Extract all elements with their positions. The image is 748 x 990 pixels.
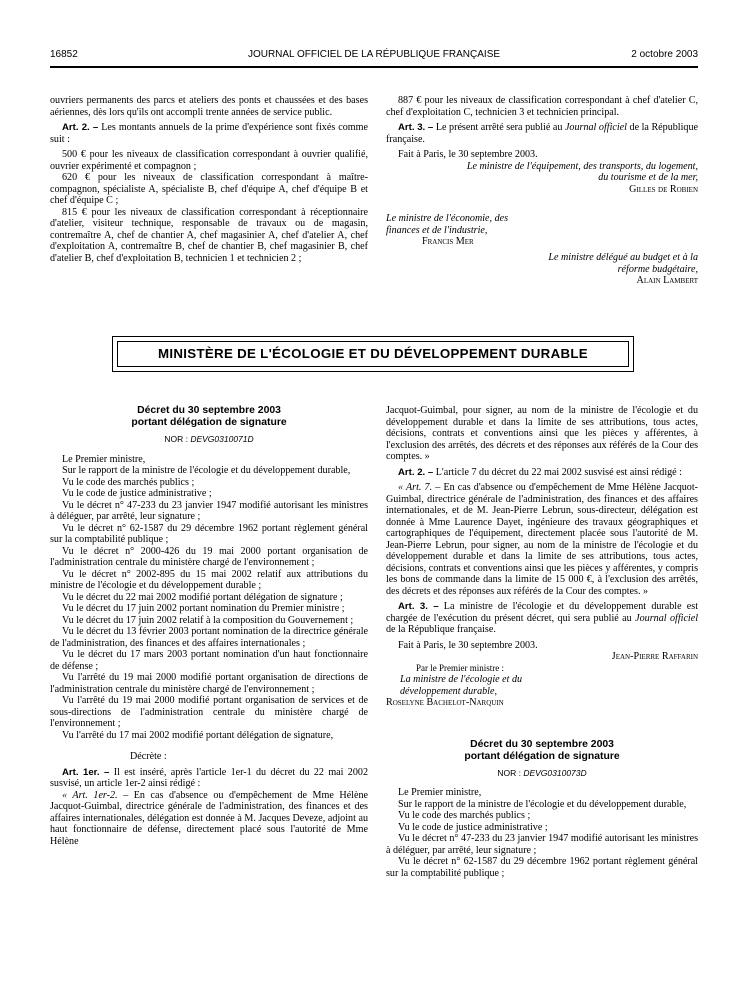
visa-paragraph: Vu le code de justice administrative ; bbox=[62, 488, 212, 499]
article-text: Les montants annuels de la prime d'expérience sont fixés comme suit : bbox=[50, 122, 368, 145]
visa-list bbox=[50, 454, 368, 742]
signatory-title: Le ministre de l'économie, des finances et de l'industrie, bbox=[386, 213, 509, 236]
article-label: Art. 3. – bbox=[398, 601, 439, 612]
visa-paragraph: Vu le décret du 17 juin 2002 relatif à la composition du Gouvernement ; bbox=[62, 614, 354, 626]
article-2-paragraph bbox=[386, 467, 698, 479]
place-date: Fait à Paris, le 30 septembre 2003. bbox=[398, 639, 538, 651]
visa-paragraph: Vu le code de justice administrative ; bbox=[398, 821, 548, 833]
decree-title-line: Décret du 30 septembre 2003 bbox=[470, 738, 614, 750]
article-label: Art. 3. – bbox=[398, 122, 434, 133]
par-premier-ministre: Par le Premier ministre : bbox=[416, 662, 504, 673]
visa-paragraph: Vu le décret du 22 mai 2002 modifié portant délégation de signature ; bbox=[62, 591, 343, 603]
decree-title bbox=[386, 739, 698, 763]
article-1-paragraph bbox=[50, 767, 368, 790]
ministry-banner: MINISTÈRE DE L'ÉCOLOGIE ET DU DÉVELOPPEMENT DURABLE bbox=[117, 341, 629, 367]
nor-label: NOR : bbox=[497, 767, 521, 778]
journal-name: Journal officiel bbox=[635, 612, 699, 624]
article-text: Il est inséré, après l'article 1er-1 du décret du 22 mai 2002 susvisé, un article 1er-2 ainsi rédigé : bbox=[50, 766, 368, 789]
quoted-article-label: « Art. 7. bbox=[398, 482, 433, 493]
article-3-paragraph bbox=[386, 122, 698, 145]
nor-code: DEVG0310071D bbox=[190, 434, 254, 444]
top-left-column bbox=[50, 95, 368, 264]
signatory-name: Gilles de Robien bbox=[629, 183, 698, 195]
article-text: La ministre de l'écologie et du développement durable est chargée de l'exécution du présent décret, qui sera publié au bbox=[386, 601, 698, 624]
intro-paragraph: ouvriers permanents des parcs et ateliers des ponts et chaussées et des bases aériennes, dès lors qu'ils ont accompli trente années de service public. bbox=[50, 95, 368, 118]
place-date: Fait à Paris, le 30 septembre 2003. bbox=[398, 149, 538, 160]
continued-paragraph: Jacquot-Guimbal, pour signer, au nom de la ministre de l'écologie et du développement durable et dans la limite de ses attributions, tous actes, décisions, contrats et conventions ainsi que les pièces y afférentes, à l'exclusion des arrêtés, des décrets et des réponses aux référés de la Cour des comptes. » bbox=[386, 405, 698, 462]
nor-reference bbox=[50, 434, 368, 446]
decree-title-line: portant délégation de signature bbox=[131, 417, 287, 428]
visa-paragraph: Sur le rapport de la ministre de l'écologie et du développement durable, bbox=[398, 798, 687, 810]
top-right-column bbox=[386, 95, 698, 195]
visa-paragraph: Vu le décret n° 2000-426 du 19 mai 2000 portant organisation de l'administration centrale du ministère chargé de l'environnement ; bbox=[50, 545, 368, 568]
visa-paragraph: Vu le décret n° 47-233 du 23 janvier 1947 modifié autorisant les ministres à déléguer, par arrêté, leur signature ; bbox=[386, 833, 698, 856]
nor-label: NOR : bbox=[164, 434, 188, 444]
nor-reference bbox=[386, 768, 698, 780]
signatory-title: La ministre de l'écologie et du développement durable, bbox=[400, 674, 523, 697]
article-3-paragraph bbox=[386, 601, 698, 636]
article-text: Le présent arrêté sera publié au bbox=[435, 122, 563, 133]
visa-list bbox=[386, 787, 698, 879]
visa-paragraph: Le Premier ministre, bbox=[62, 453, 146, 465]
article-text: L'article 7 du décret du 22 mai 2002 susvisé est ainsi rédigé : bbox=[435, 466, 682, 478]
visa-paragraph: Vu le décret n° 62-1587 du 29 décembre 1962 portant règlement général sur la comptabilité publique ; bbox=[386, 856, 698, 879]
amount-paragraph: 887 € pour les niveaux de classification correspondant à chef d'atelier C, chef d'exploitation C, technicien 3 et technicien principal. bbox=[386, 95, 698, 118]
article-label: Art. 2. – bbox=[398, 466, 434, 478]
nor-code: DEVG0310073D bbox=[523, 767, 587, 778]
visa-paragraph: Vu le code des marchés publics ; bbox=[398, 810, 531, 821]
visa-paragraph: Vu le décret n° 2002-895 du 15 mai 2002 relatif aux attributions du ministre de l'écologie et du développement durable ; bbox=[50, 568, 368, 591]
signatory-title: Le ministre délégué au budget et à la réforme budgétaire, bbox=[548, 252, 698, 275]
article-2-paragraph bbox=[50, 122, 368, 145]
running-header bbox=[50, 49, 698, 63]
decree-title bbox=[50, 405, 368, 429]
visa-paragraph: Sur le rapport de la ministre de l'écologie et du développement durable, bbox=[62, 465, 351, 476]
article-text: de la République française. bbox=[386, 624, 496, 635]
article-label: Art. 1er. – bbox=[62, 766, 110, 778]
header-rule bbox=[50, 66, 698, 68]
decree-title-line: Décret du 30 septembre 2003 bbox=[137, 405, 281, 416]
quoted-article bbox=[50, 790, 368, 848]
signatory-name: Jean-Pierre Raffarin bbox=[611, 651, 698, 662]
signature-block bbox=[386, 213, 531, 248]
visa-paragraph: Vu le décret n° 62-1587 du 29 décembre 1962 portant règlement général sur la comptabilité publique ; bbox=[50, 522, 368, 545]
signature-block bbox=[386, 161, 698, 196]
decrete-line: Décrète : bbox=[130, 751, 167, 762]
visa-paragraph: Vu le code des marchés publics ; bbox=[62, 476, 195, 488]
visa-paragraph: Vu l'arrêté du 19 mai 2000 modifié portant organisation de services et de sous-directions de l'administration centrale du ministère chargé de l'environnement ; bbox=[50, 695, 368, 729]
article-label: Art. 2. – bbox=[62, 122, 99, 133]
visa-paragraph: Vu l'arrêté du 17 mai 2002 modifié portant délégation de signature, bbox=[62, 729, 334, 741]
visa-paragraph: Vu l'arrêté du 19 mai 2000 modifié portant organisation de directions de l'administration centrale du ministère chargé de l'environnement ; bbox=[50, 672, 368, 695]
visa-paragraph: Vu le décret du 13 février 2003 portant nomination de la directrice générale de l'administration, des finances et des affaires internationales ; bbox=[50, 626, 368, 649]
journal-title: JOURNAL OFFICIEL DE LA RÉPUBLIQUE FRANÇAISE bbox=[247, 49, 501, 60]
visa-paragraph: Le Premier ministre, bbox=[398, 787, 482, 798]
journal-name: Journal officiel bbox=[564, 122, 627, 133]
decree-1-left-column bbox=[50, 405, 368, 847]
quoted-article bbox=[386, 482, 698, 597]
visa-paragraph: Vu le décret du 17 juin 2002 portant nomination du Premier ministre ; bbox=[62, 603, 345, 614]
signatory-name: Francis Mer bbox=[422, 236, 474, 247]
amount-paragraph: 815 € pour les niveaux de classification correspondant à réceptionnaire d'atelier, visiteur technique, responsable de travaux ou de magasin, contremaître A, chef de chantier A, chef magasinier A, chef d'atelier A, chef d'exploitation A, contremaître B, chef de chantier B, chef magasinier B, chef d'atelier B, chef d'exploitation B, technicien 1 et technicien 2 ; bbox=[50, 206, 368, 264]
amount-paragraph: 500 € pour les niveaux de classification correspondant à ouvrier qualifié, ouvrier expérimenté et compagnon ; bbox=[50, 149, 368, 172]
signatory-name: Alain Lambert bbox=[636, 275, 698, 286]
page-number: 16852 bbox=[50, 49, 78, 60]
visa-paragraph: Vu le décret n° 47-233 du 23 janvier 1947 modifié autorisant les ministres à déléguer, par arrêté, leur signature ; bbox=[50, 499, 368, 522]
article-text: de la République française. bbox=[386, 122, 698, 145]
visa-paragraph: Vu le décret du 17 mars 2003 portant nomination d'un haut fonctionnaire de défense ; bbox=[50, 649, 368, 672]
decree-title-line: portant délégation de signature bbox=[464, 750, 620, 762]
decree-1-right-column bbox=[386, 405, 698, 879]
signatory-name: Roselyne Bachelot-Narquin bbox=[386, 697, 504, 708]
amount-paragraph: 620 € pour les niveaux de classification correspondant à maître-compagnon, spécialiste A, spécialiste B, chef d'équipe A, chef d'équipe B et chef d'équipe C ; bbox=[50, 172, 368, 206]
quoted-article-text: – En cas d'absence ou d'empêchement de Mme Hélène Jacquot-Guimbal, directrice générale de l'administration, des finances et des affaires internationales, et de M. Jean-Pierre Lebrun, sous-directeur, délégation est donnée à Mme Laurence Dayet, ingénieure des travaux géographiques et cartographiques de l'équipement, directement placée sous l'autorité de M. Jean-Pierre Lebrun, pour signer, au nom de la ministre de l'écologie et du développement durable et dans la limite de ses attributions, tous actes, décisions, contrats et conventions ainsi que les pièces y afférentes, y compris les bons de commande dans la limite de 15 000 €, à l'exclusion des arrêtés, des décrets et des réponses aux référés de la Cour des comptes. » bbox=[386, 482, 698, 597]
signature-block bbox=[536, 252, 698, 287]
quoted-article-text: – En cas d'absence ou d'empêchement de Mme Hélène Jacquot-Guimbal, directrice générale de l'administration, des finances et des affaires internationales, délégation est donnée à M. Jacques Deveze, adjoint au haut fonctionnaire de défense, directement placé sous l'autorité de Mme Hélène bbox=[50, 789, 368, 847]
quoted-article-label: « Art. 1er-2. bbox=[62, 789, 118, 801]
signatory-title: Le ministre de l'équipement, des transports, du logement, du tourisme et de la mer, bbox=[466, 160, 698, 183]
issue-date: 2 octobre 2003 bbox=[631, 49, 698, 60]
